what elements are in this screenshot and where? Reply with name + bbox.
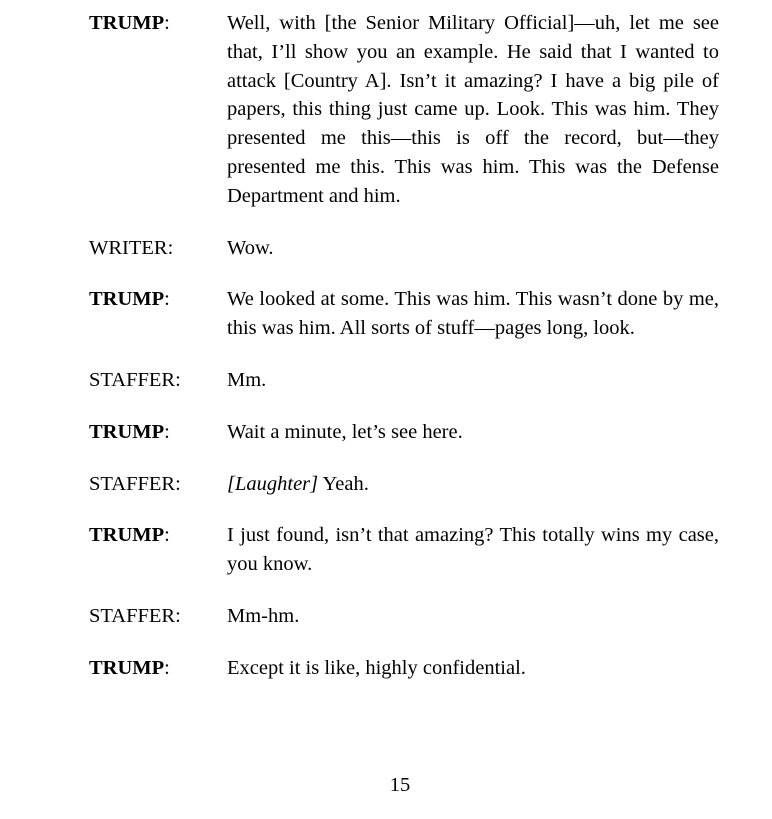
- transcript-entry: [89, 285, 719, 343]
- speaker-name: WRITER: [89, 236, 168, 259]
- speech-text: Mm.: [227, 368, 267, 391]
- speaker-name: TRUMP: [89, 656, 165, 679]
- speaker-name: STAFFER: [89, 604, 176, 627]
- transcript: [89, 9, 719, 683]
- speaker-name: TRUMP: [89, 12, 165, 34]
- speaker-colon: :: [164, 288, 170, 311]
- transcript-entry: [89, 654, 719, 683]
- speech-text: [227, 470, 719, 499]
- speaker-label: [89, 602, 227, 631]
- speaker-name: STAFFER: [89, 472, 176, 495]
- speaker-label: [89, 470, 227, 499]
- transcript-entry: [89, 418, 719, 447]
- speaker-label: [89, 418, 227, 447]
- speaker-colon: :: [164, 524, 170, 547]
- speech-text: I just found, isn’t that amazing? This totally wins my case, you know.: [227, 524, 719, 576]
- speaker-name: STAFFER: [89, 368, 176, 391]
- speech-text: Wow.: [227, 236, 274, 259]
- stage-direction: [Laughter]: [227, 472, 319, 495]
- speaker-label: [89, 366, 227, 395]
- speech-text: We looked at some. This was him. This wasn’t done by me, this was him. All sorts of stuff—pages long, look.: [227, 288, 719, 340]
- speaker-name: TRUMP: [89, 420, 165, 443]
- speaker-name: TRUMP: [89, 288, 165, 311]
- transcript-entry: [89, 9, 719, 211]
- speaker-colon: :: [164, 12, 170, 34]
- speech-text: Except it is like, highly confidential.: [227, 656, 526, 679]
- speaker-label: [89, 285, 227, 314]
- speaker-label: [89, 9, 227, 38]
- speaker-colon: :: [175, 368, 181, 391]
- transcript-entry: [89, 602, 719, 631]
- transcript-entry: [89, 470, 719, 499]
- speaker-name: TRUMP: [89, 524, 165, 547]
- speaker-colon: :: [167, 236, 174, 259]
- speech-text: Mm-hm.: [227, 604, 300, 627]
- transcript-entry: [89, 234, 719, 263]
- transcript-entry: [89, 521, 719, 579]
- page-number: 15: [389, 774, 411, 796]
- transcript-entry: [89, 366, 719, 395]
- speaker-label: [89, 654, 227, 683]
- speaker-colon: :: [175, 604, 181, 627]
- speaker-colon: :: [175, 472, 181, 495]
- speech-remainder: Yeah.: [318, 472, 369, 495]
- speaker-colon: :: [164, 656, 170, 679]
- speaker-label: [89, 234, 227, 263]
- speech-text: Wait a minute, let’s see here.: [227, 420, 463, 443]
- speech-text: Well, with [the Senior Military Official]—uh, let me see that, I’ll show you an example. He said that I wanted to attack [Country A]. Isn’t it amazing? I have a big pile of papers, this thing just came up. Look. This was him. They presented me this—this is off the record, but—they presented me this. This was him. This was the Defense Department and him.: [227, 12, 719, 207]
- speaker-colon: :: [164, 420, 170, 443]
- speaker-label: [89, 521, 227, 550]
